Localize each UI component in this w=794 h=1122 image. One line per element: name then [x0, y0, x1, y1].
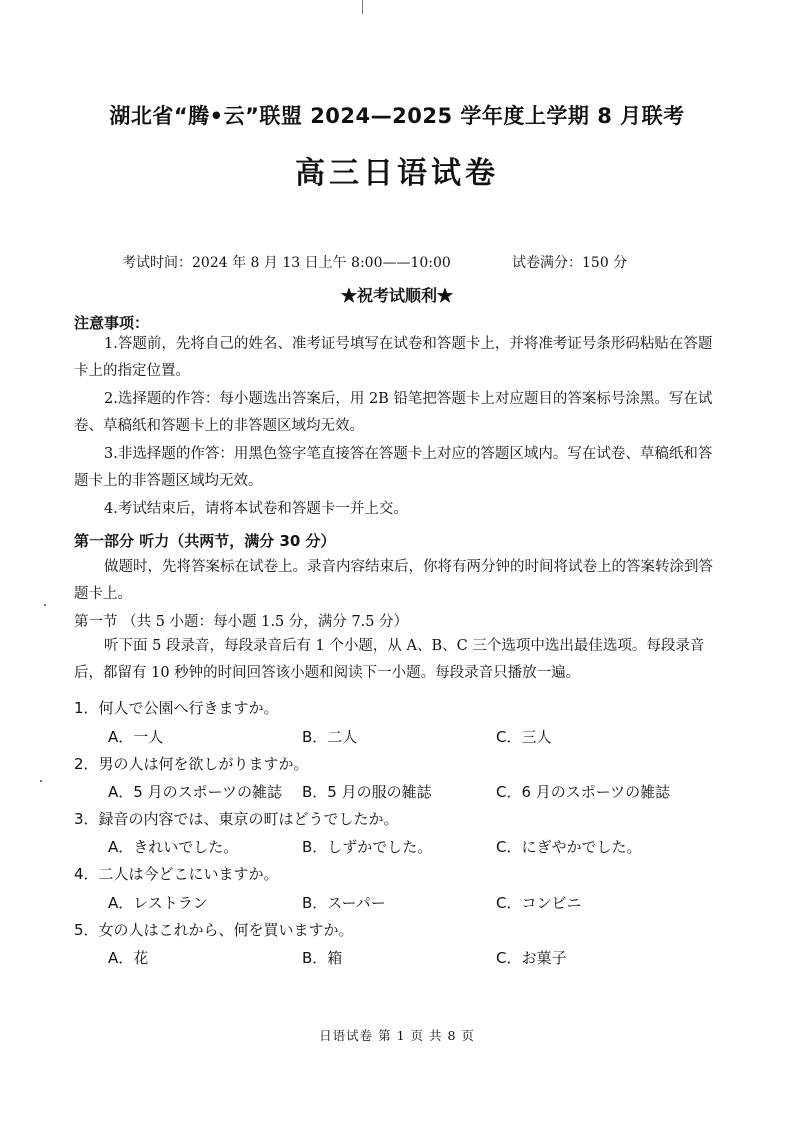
question-5-stem: 5．女の人はこれから、何を買いますか。 [74, 921, 354, 939]
notice-item-1: 1.答题前，先将自己的姓名、准考证号填写在试卷和答题卡上，并将准考证号条形码粘贴在答题卡上的指定位置。 [74, 336, 713, 379]
question-2-option-a: A．5 月のスポーツの雑誌 [108, 783, 282, 801]
question-3-option-a: A．きれいでした。 [108, 838, 239, 856]
section1-instruction: 听下面 5 段录音，每段录音后有 1 个小题，从 A、B、C 三个选项中选出最佳选项。每段录音后，都留有 10 秒钟的时间回答该小题和阅读下一小题。每段录音只播放一遍。 [74, 638, 705, 681]
question-4-option-c: C．コンビニ [496, 894, 582, 912]
notice-item-3: 3.非选择题的作答：用黑色签字笔直接答在答题卡上对应的答题区域内。写在试卷、草稿纸和答题卡上的非答题区域均无效。 [74, 446, 713, 489]
question-3-stem: 3．録音の内容では、東京の町はどうでしたか。 [74, 810, 399, 828]
question-1-option-c: C．三人 [496, 728, 552, 746]
question-3-option-b: B．しずかでした。 [302, 838, 433, 856]
question-5-option-c: C．お菓子 [496, 949, 567, 967]
question-3-option-c: C．にぎやかでした。 [496, 838, 642, 856]
question-1-stem: 1．何人で公園へ行きますか。 [74, 699, 279, 717]
scan-dot [44, 604, 46, 606]
question-2-stem: 2．男の人は何を欲しがりますか。 [74, 755, 309, 773]
page-footer: 日语试卷 第 1 页 共 8 页 [319, 1028, 475, 1043]
question-1-option-b: B．二人 [302, 728, 358, 746]
notice-item-2: 2.选择题的作答：每小题选出答案后，用 2B 铅笔把答题卡上对应题目的答案标号涂黑。写在试卷、草稿纸和答题卡上的非答题区域均无效。 [74, 391, 713, 434]
scan-dot [40, 780, 42, 782]
part1-title: 第一部分 听力（共两节，满分 30 分） [74, 532, 336, 550]
exam-title: 湖北省“腾•云”联盟 2024—2025 学年度上学期 8 月联考 [109, 104, 685, 128]
question-4-stem: 4．二人は今どこにいますか。 [74, 865, 279, 883]
notice-item-4: 4.考试结束后，请将本试卷和答题卡一并上交。 [104, 501, 408, 517]
question-4-option-a: A．レストラン [108, 894, 208, 912]
question-2-option-b: B．5 月の服の雑誌 [302, 783, 432, 801]
notice-title: 注意事项： [74, 314, 150, 332]
question-1-option-a: A．一人 [108, 728, 164, 746]
paper-title: 高三日语试卷 [295, 156, 499, 191]
blessing-text: ★祝考试顺利★ [340, 286, 453, 305]
question-4-option-b: B．スーパー [302, 894, 386, 912]
exam-time: 考试时间：2024 年 8 月 13 日上午 8:00——10:00 [122, 255, 451, 271]
scan-mark [362, 0, 363, 14]
exam-full-score: 试卷满分：150 分 [512, 255, 628, 271]
question-5-option-a: A．花 [108, 949, 149, 967]
section1-title: 第一节 （共 5 小题：每小题 1.5 分，满分 7.5 分） [74, 614, 409, 630]
question-5-option-b: B．箱 [302, 949, 343, 967]
question-2-option-c: C．6 月のスポーツの雑誌 [496, 783, 671, 801]
part1-instruction: 做题时，先将答案标在试卷上。录音内容结束后，你将有两分钟的时间将试卷上的答案转涂到答题卡上。 [74, 559, 713, 602]
